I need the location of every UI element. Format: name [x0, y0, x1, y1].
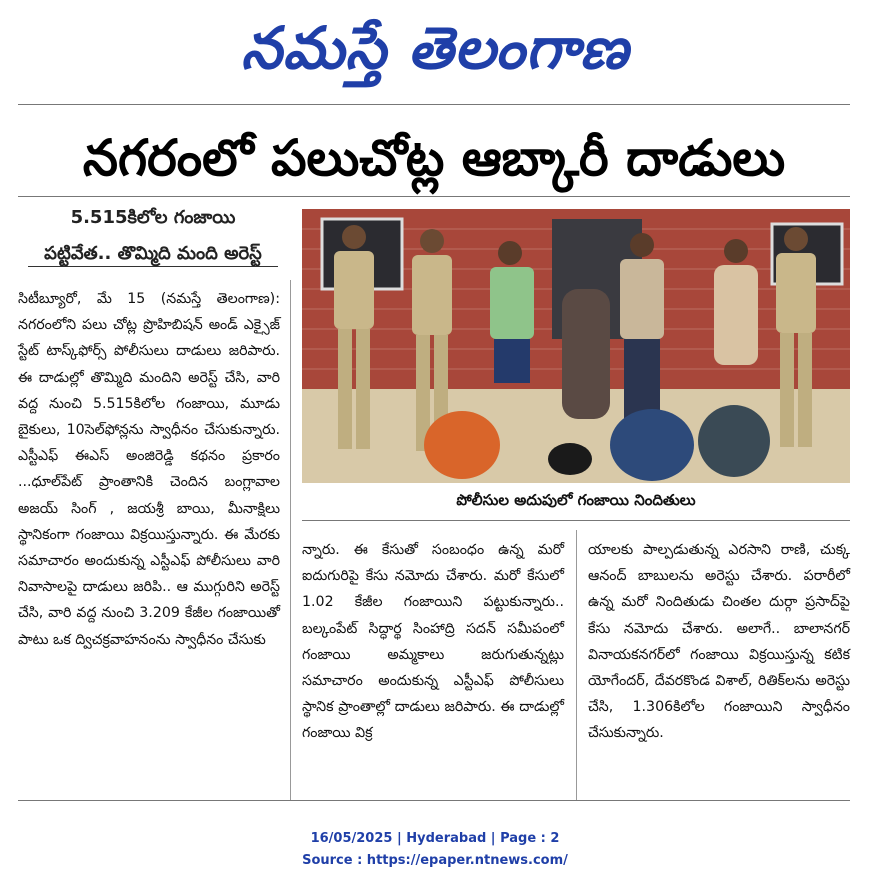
subhead-line-1: 5.515కిలోల గంజాయి	[70, 207, 236, 228]
news-photo	[302, 209, 850, 483]
article-column-1	[18, 286, 280, 653]
footer-dateline: 16/05/2025 | Hyderabad | Page : 2	[310, 831, 560, 846]
news-photo-illustration	[302, 209, 850, 483]
subhead-line-2: పట్టివేత.. తొమ్మిది మంది అరెస్ట్	[28, 242, 278, 267]
headline-divider	[18, 196, 850, 197]
article-column-2	[302, 537, 564, 747]
article-headline: నగరంలో పలుచోట్ల ఆబ్కారీ దాడులు	[82, 129, 786, 187]
caption-divider	[302, 520, 850, 521]
footer-source: Source : https://epaper.ntnews.com/	[302, 853, 568, 868]
article-column-1-text: సిటీబ్యూరో, మే 15 (నమస్తే తెలంగాణ): నగరంలోని పలు చోట్ల ప్రొహిబిషన్ అండ్ ఎక్సైజ్ స్టేట్ టాస్క్‌ఫోర్స్ పోలీసులు దాడులు జరిపారు. ఈ దాడుల్లో తొమ్మిది మందిని అరెస్ట్ చేసి, వారి వద్ద నుంచి 5.515కిలోల గంజాయి, మూడు బైకులు, 10సెల్‌ఫోన్లను స్వాధీనం చేసుకున్నారు. ఎస్టీఎఫ్ ఈఎస్ అంజిరెడ్డి కథనం ప్రకారం ...ధూల్‌పేట్ ప్రాంతానికి చెందిన బంగ్లావాల అజయ్ సింగ్ , జయశ్రీ బాయి, మీనాక్షిలు స్థానికంగా గంజాయి విక్రయిస్తున్నారు. ఈ మేరకు సమాచారం అందుకున్న ఎస్టీఎఫ్ పోలీసులు వారి నివాసాలపై దాడులు జరిపి.. ఆ ముగ్గురిని అరెస్ట్ చేసి, వారి వద్ద నుంచి 3.209 కేజీల గంజాయితో పాటు ఒక ద్విచక్రవాహనంను స్వాధీనం చేసుకు	[18, 291, 280, 648]
article-column-2-text: న్నారు. ఈ కేసుతో సంబంధం ఉన్న మరో ఐదుగురిపై కేసు నమోదు చేశారు. మరో కేసులో 1.02 కేజీల గంజాయిని పట్టుకున్నారు.. బల్కంపేట్ సిద్ధార్థ సింహాద్రి సదన్ సమీపంలో గంజాయి అమ్మకాలు జరుగుతున్నట్లు సమాచారం అందుకున్న ఎస్టీఎఫ్ పోలీసులు స్థానిక ప్రాంతాల్లో దాడులు జరిపారు. ఈ దాడుల్లో గంజాయి విక్ర	[302, 542, 564, 742]
photo-caption: పోలీసుల అదుపులో గంజాయి నిందితులు	[456, 491, 696, 509]
masthead-logo: నమస్తే తెలంగాణ	[241, 14, 629, 82]
column-divider-1	[290, 280, 291, 800]
article-column-3	[588, 537, 850, 747]
masthead-divider	[18, 104, 850, 105]
footer-divider	[18, 800, 850, 801]
article-column-3-text: యాలకు పాల్పడుతున్న ఎరసాని రాణి, చుక్క ఆనంద్ బాబులను అరెస్టు చేశారు. పరారీలో ఉన్న మరో నిందితుడు చింతల దుర్గా ప్రసాద్‌పై కేసు నమోదు చేశారు. అలాగే.. బాలానగర్ వినాయకనగర్‌లో గంజాయి విక్రయిస్తున్న కటిక యోగేందర్, దేవరకొండ విశాల్, రితిక్‌లను అరెస్టు చేసి, 1.306కిలోల గంజాయిని స్వాధీనం చేసుకున్నారు.	[588, 542, 850, 742]
column-divider-2	[576, 530, 577, 800]
